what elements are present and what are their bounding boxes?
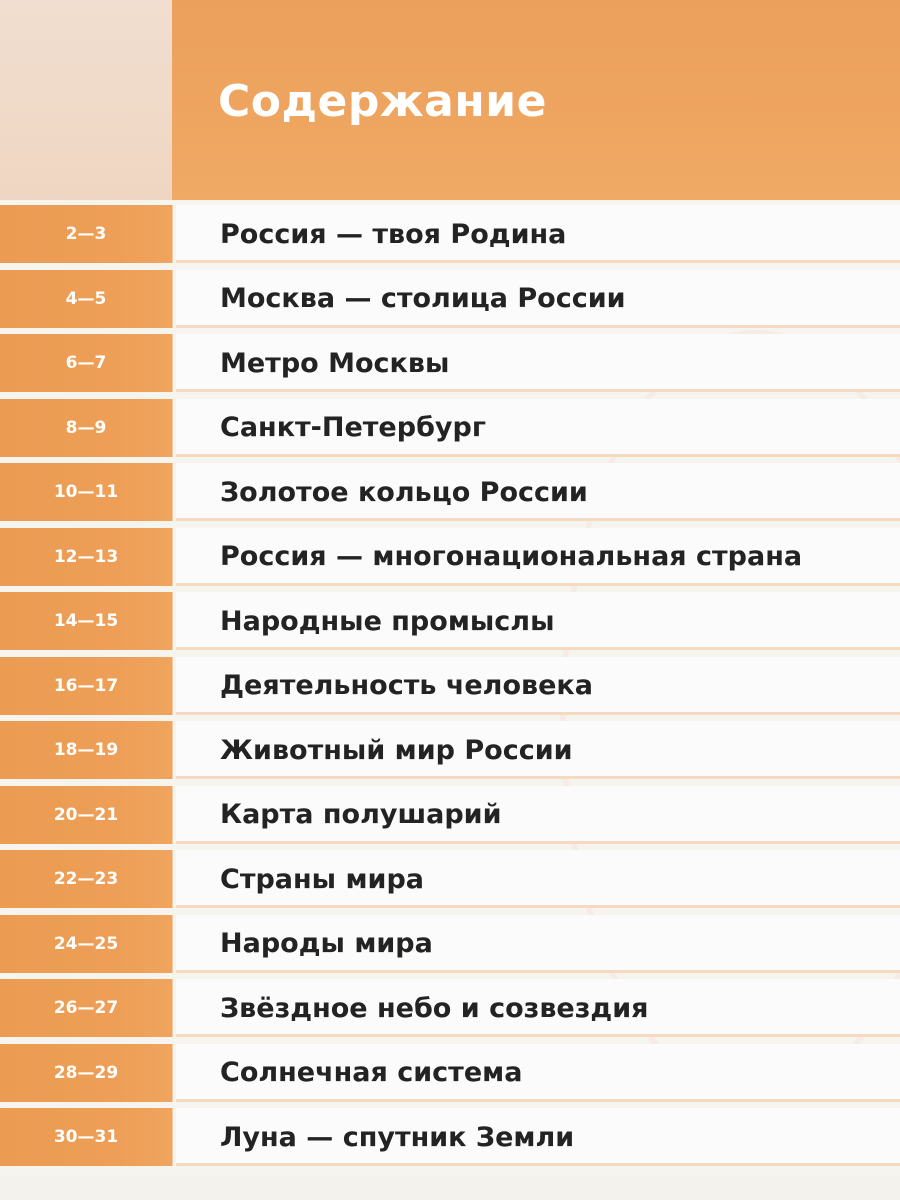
toc-title: Метро Москвы xyxy=(220,347,450,379)
toc-page-range: 18—19 xyxy=(0,721,173,779)
toc-row[interactable] xyxy=(0,850,900,908)
toc-title-cell xyxy=(176,334,900,392)
toc-page-range: 24—25 xyxy=(0,915,173,973)
toc-title-cell xyxy=(176,850,900,908)
toc-title: Карта полушарий xyxy=(220,799,502,830)
toc-title: Страны мира xyxy=(220,863,425,895)
toc-title: Золотое кольцо России xyxy=(220,476,588,508)
toc-title: Животный мир России xyxy=(220,734,573,766)
toc-title-cell xyxy=(176,915,900,973)
toc-title-cell xyxy=(176,657,900,715)
toc-title: Народы мира xyxy=(220,928,433,959)
toc-page-range: 28—29 xyxy=(0,1044,173,1102)
header xyxy=(0,0,900,200)
toc-title: Деятельность человека xyxy=(220,670,593,701)
toc-title-cell xyxy=(176,979,900,1037)
toc-title-cell xyxy=(176,786,900,844)
table-of-contents xyxy=(0,205,900,1175)
page-bottom-margin xyxy=(0,1175,900,1200)
toc-row[interactable] xyxy=(0,979,900,1037)
toc-row[interactable] xyxy=(0,1044,900,1102)
toc-page-range: 4—5 xyxy=(0,270,173,328)
toc-title: Россия — многонациональная страна xyxy=(220,541,803,572)
toc-row[interactable] xyxy=(0,334,900,392)
toc-title-cell xyxy=(176,1044,900,1102)
toc-page-range: 6—7 xyxy=(0,334,173,392)
toc-page-range: 12—13 xyxy=(0,528,173,586)
toc-page-range: 16—17 xyxy=(0,657,173,715)
toc-page-range: 22—23 xyxy=(0,850,173,908)
toc-title-cell xyxy=(176,205,900,263)
toc-page-range: 10—11 xyxy=(0,463,173,521)
toc-title: Санкт-Петербург xyxy=(220,412,486,443)
toc-page-range: 14—15 xyxy=(0,592,173,650)
toc-page-range: 26—27 xyxy=(0,979,173,1037)
toc-row[interactable] xyxy=(0,528,900,586)
toc-page-range: 2—3 xyxy=(0,205,173,263)
toc-title: Луна — спутник Земли xyxy=(220,1121,575,1153)
toc-row[interactable] xyxy=(0,592,900,650)
toc-title: Солнечная система xyxy=(220,1057,523,1088)
toc-row[interactable] xyxy=(0,915,900,973)
toc-row[interactable] xyxy=(0,399,900,457)
toc-title-cell xyxy=(176,1108,900,1166)
toc-title-cell xyxy=(176,399,900,457)
toc-row[interactable] xyxy=(0,657,900,715)
toc-row[interactable] xyxy=(0,270,900,328)
toc-title-cell xyxy=(176,270,900,328)
toc-title: Москва — столица России xyxy=(220,283,626,314)
toc-row[interactable] xyxy=(0,463,900,521)
toc-page-range: 30—31 xyxy=(0,1108,173,1166)
toc-row[interactable] xyxy=(0,786,900,844)
toc-title-cell xyxy=(176,721,900,779)
toc-title-cell xyxy=(176,463,900,521)
page-title: Содержание xyxy=(218,76,547,127)
header-left-block xyxy=(0,0,172,200)
toc-page-range: 20—21 xyxy=(0,786,173,844)
toc-row[interactable] xyxy=(0,205,900,263)
toc-page-range: 8—9 xyxy=(0,399,173,457)
toc-title-cell xyxy=(176,528,900,586)
toc-row[interactable] xyxy=(0,721,900,779)
toc-title: Звёздное небо и созвездия xyxy=(220,992,649,1024)
toc-title: Народные промыслы xyxy=(220,605,555,637)
toc-title: Россия — твоя Родина xyxy=(220,218,567,250)
toc-title-cell xyxy=(176,592,900,650)
toc-row[interactable] xyxy=(0,1108,900,1166)
